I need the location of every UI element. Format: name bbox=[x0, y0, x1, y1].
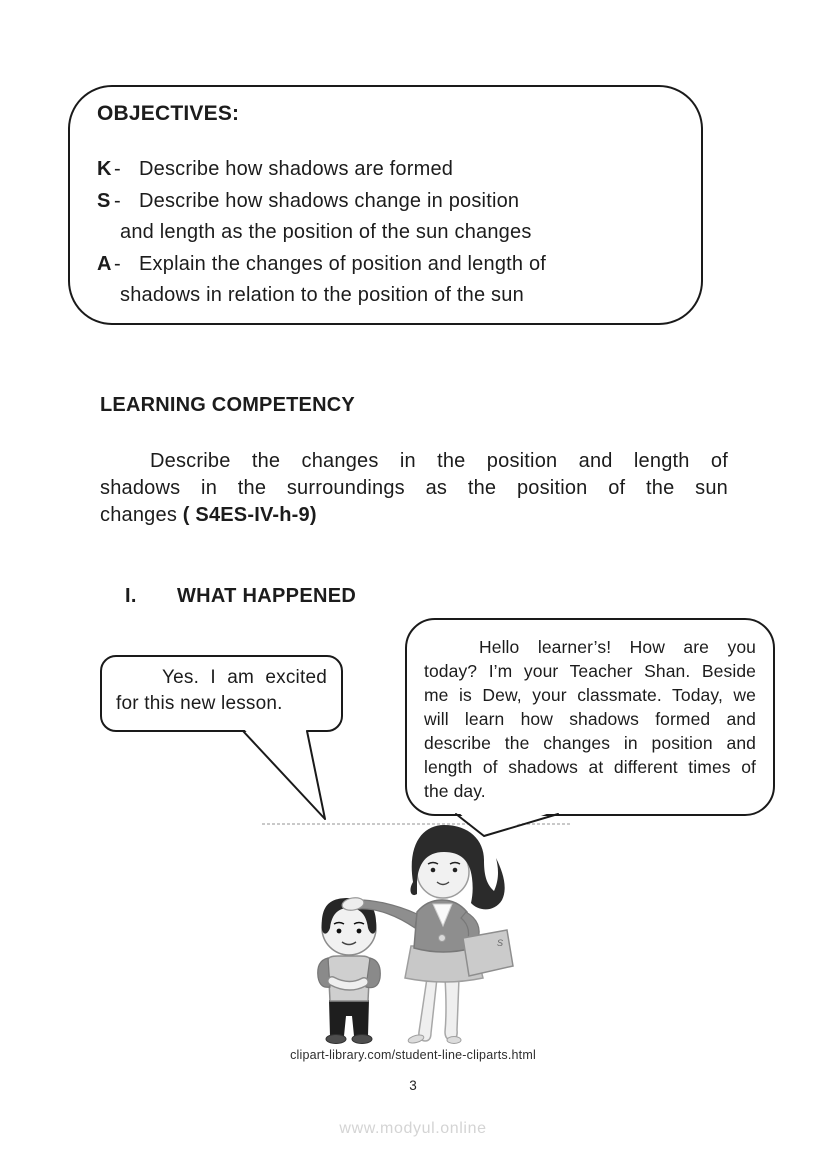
speech-line: describe the changes in position and bbox=[424, 733, 756, 753]
objectives-list bbox=[97, 154, 673, 312]
competency-code: ( S4ES-IV-h-9) bbox=[182, 504, 317, 526]
teacher-speech-bubble bbox=[405, 618, 775, 816]
objective-item-a bbox=[97, 249, 673, 281]
objective-letter: A bbox=[97, 252, 112, 275]
student-bubble-tail bbox=[243, 728, 325, 819]
speech-line: Hello learner’s! How are you bbox=[479, 637, 756, 657]
student-illustration bbox=[318, 898, 381, 1044]
objective-letter: S bbox=[97, 189, 111, 212]
learning-competency-title: LEARNING COMPETENCY bbox=[100, 394, 355, 416]
objective-dash: - bbox=[114, 252, 121, 275]
teacher-student-clipart bbox=[265, 820, 585, 1052]
paragraph-line: shadows in the surroundings as the position of the sun bbox=[100, 477, 728, 499]
speech-line: for this new lesson. bbox=[116, 693, 283, 714]
student-speech-bubble bbox=[100, 655, 343, 732]
objectives-box bbox=[68, 85, 703, 325]
teacher-bag bbox=[463, 930, 513, 976]
objective-text: shadows in relation to the position of the sun bbox=[120, 284, 524, 306]
speech-line: today? I’m your Teacher Shan. Beside bbox=[424, 661, 756, 681]
page-number: 3 bbox=[409, 1078, 417, 1093]
objective-text: Describe how shadows change in position bbox=[139, 189, 520, 212]
speech-line: length of shadows at different times of bbox=[424, 757, 756, 777]
section-title: WHAT HAPPENED bbox=[177, 585, 357, 607]
clipart-caption: clipart-library.com/student-line-cliparts.html bbox=[290, 1048, 536, 1062]
bag-label: S bbox=[497, 938, 504, 948]
speech-line: will learn how shadows formed and bbox=[424, 709, 756, 729]
objective-item-s bbox=[97, 186, 673, 218]
objectives-title: OBJECTIVES: bbox=[97, 102, 240, 125]
paragraph-line: Describe the changes in the position and length of bbox=[150, 450, 728, 472]
speech-line: me is Dew, your classmate. Today, we bbox=[424, 685, 756, 705]
site-watermark: www.modyul.online bbox=[339, 1120, 487, 1137]
objective-item-a-continuation bbox=[97, 280, 673, 312]
objective-item-k bbox=[97, 154, 673, 186]
objective-text: Explain the changes of position and length of bbox=[139, 252, 547, 275]
objective-text: and length as the position of the sun changes bbox=[120, 221, 532, 243]
paragraph-text: changes bbox=[100, 504, 183, 526]
objective-item-s-continuation bbox=[97, 217, 673, 249]
objective-dash: - bbox=[114, 158, 121, 180]
section-numeral: I. bbox=[125, 585, 137, 607]
objective-letter: K bbox=[97, 158, 112, 180]
objective-dash: - bbox=[114, 189, 121, 212]
paragraph-line bbox=[100, 502, 728, 529]
speech-line: the day. bbox=[424, 781, 486, 801]
objective-text: Describe how shadows are formed bbox=[139, 158, 454, 180]
speech-line: Yes. I am excited bbox=[162, 667, 327, 688]
section-heading-what-happened bbox=[125, 585, 356, 608]
learning-competency-paragraph bbox=[100, 448, 728, 529]
